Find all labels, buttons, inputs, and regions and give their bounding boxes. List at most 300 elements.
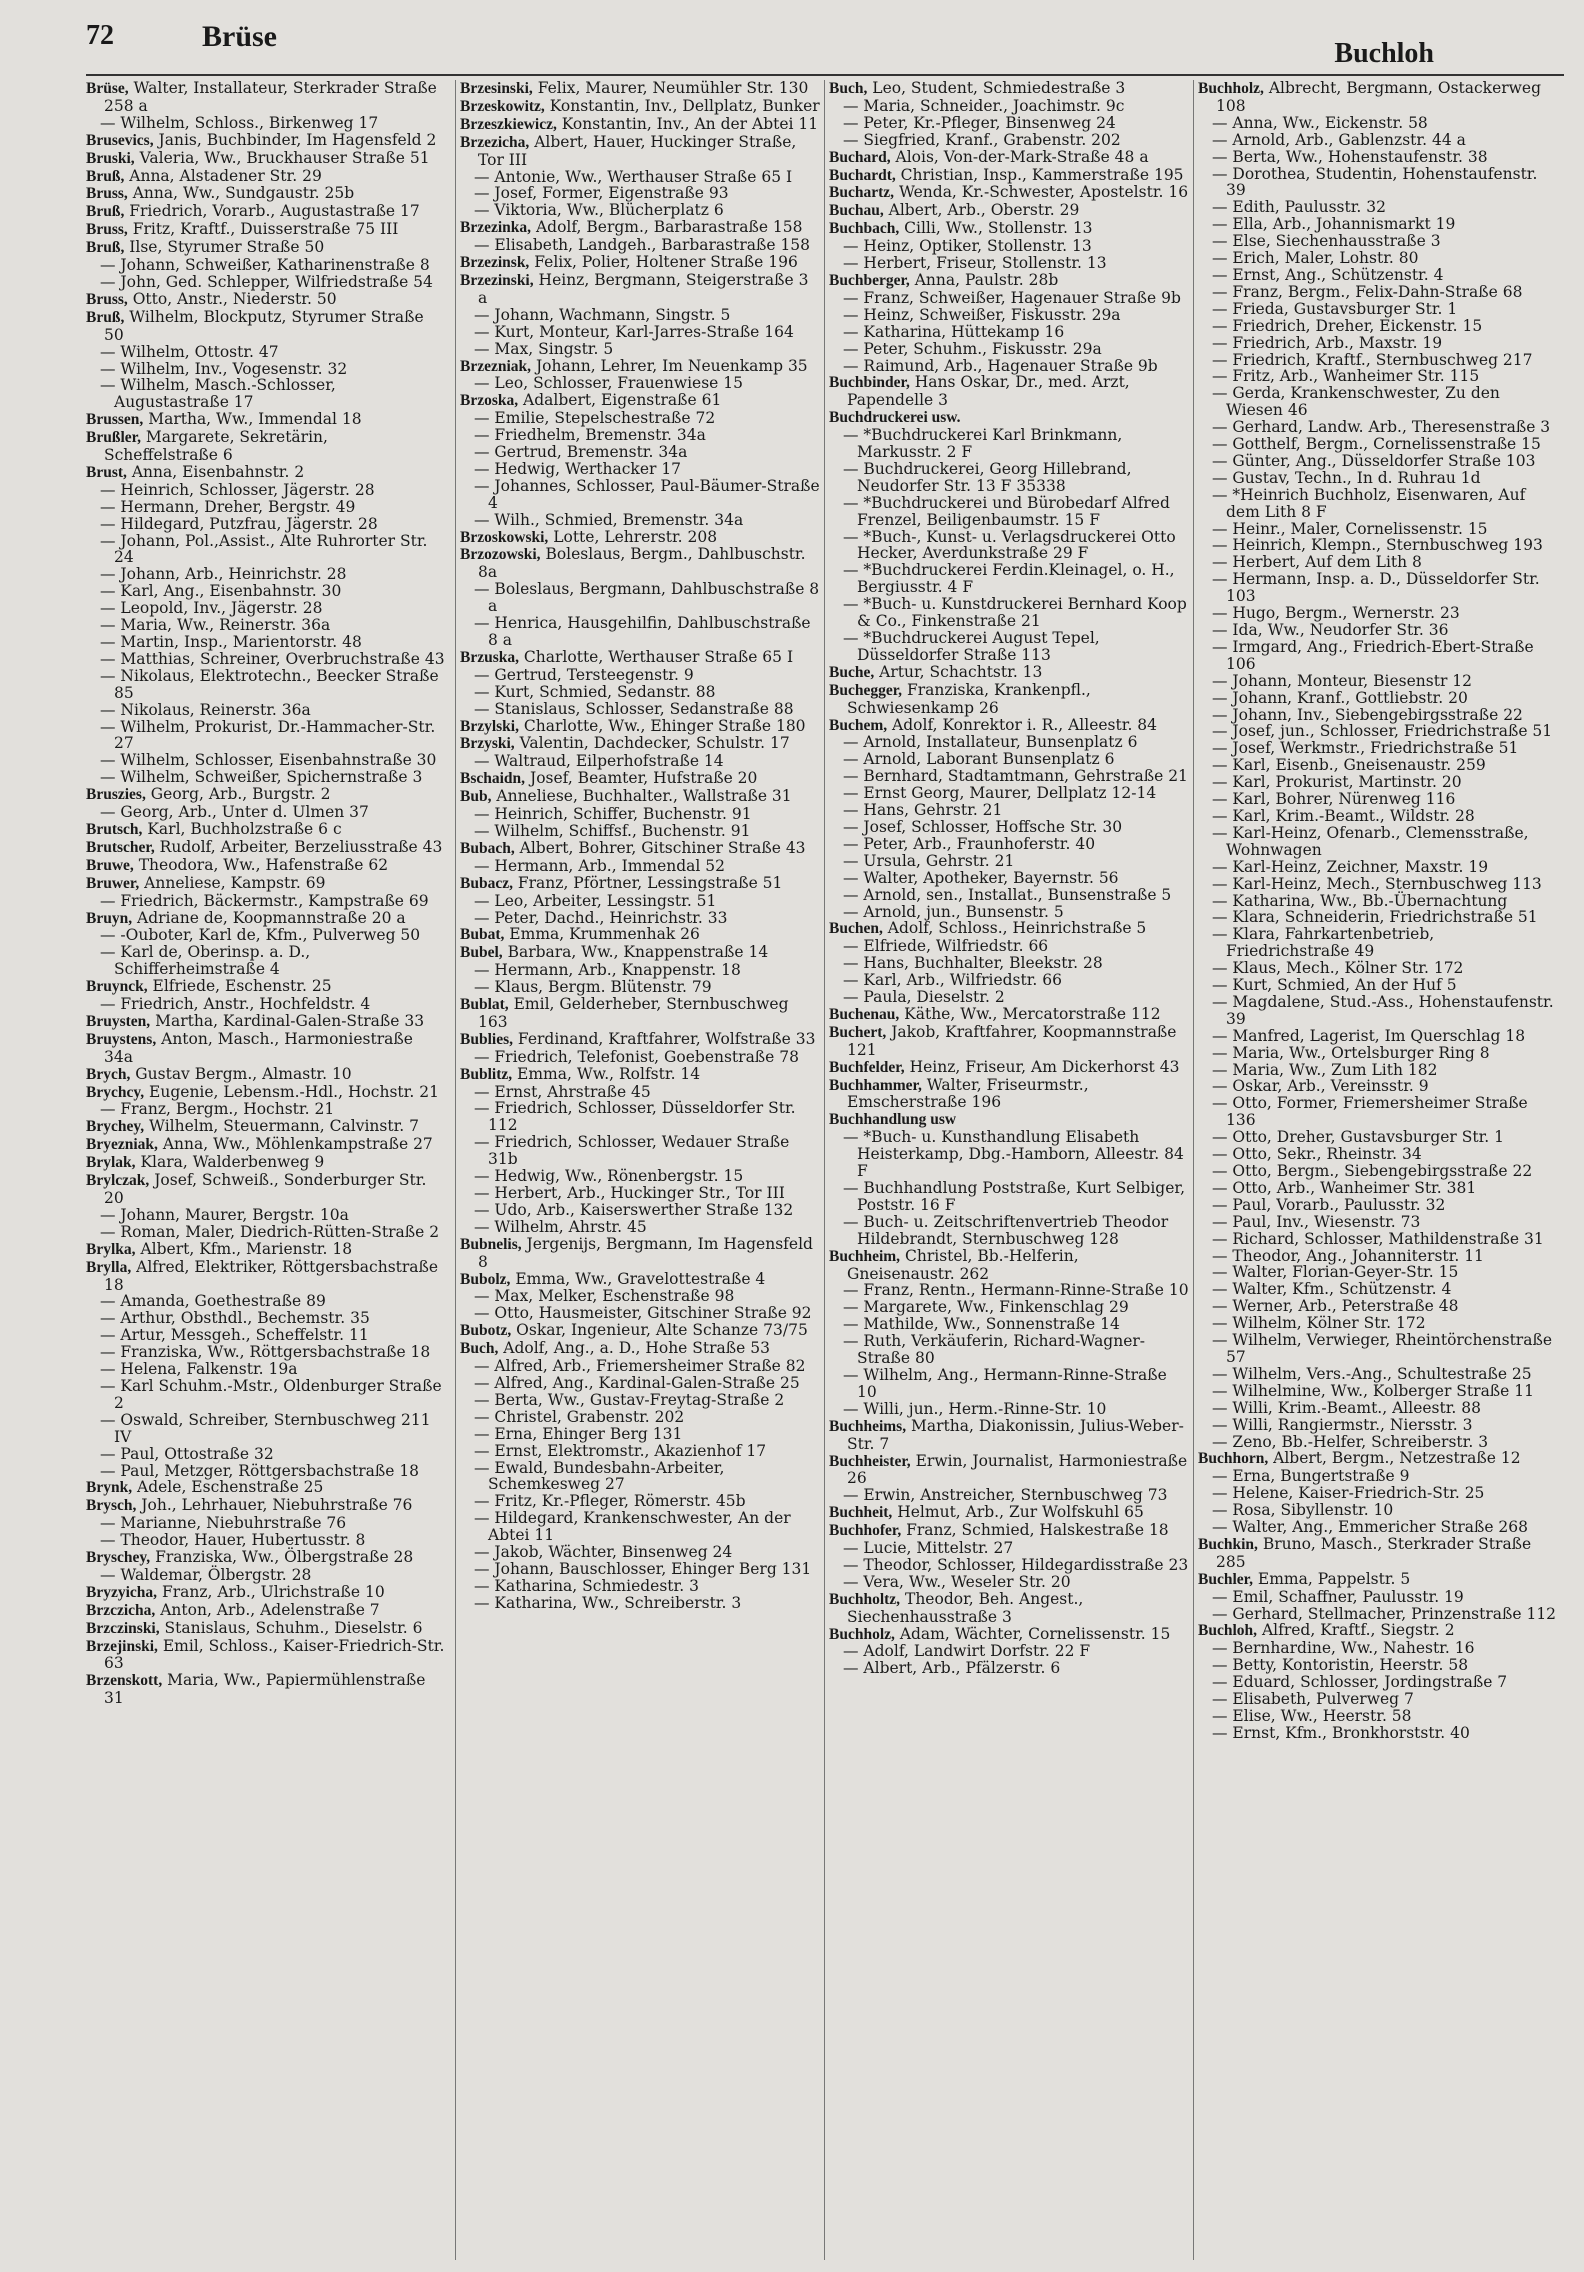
- entry-surname: Buchhofer,: [829, 1522, 902, 1540]
- entry-details: — Maria, Ww., Reinerstr. 36a: [100, 616, 331, 635]
- entry-details: — Ernst, Ahrstraße 45: [474, 1082, 651, 1101]
- directory-entry: [86, 566, 446, 583]
- entry-details: — Max, Singstr. 5: [474, 339, 614, 358]
- directory-entry: [86, 910, 446, 928]
- entry-details: Hans Oskar, Dr., med. Arzt, Papendelle 3: [847, 373, 1130, 410]
- entry-details: — Hans, Buchhalter, Bleekstr. 28: [843, 954, 1103, 973]
- directory-entry: [1198, 1536, 1558, 1571]
- entry-surname: Bruyn,: [86, 909, 133, 927]
- directory-entry: [460, 1084, 820, 1101]
- entry-surname: Buchem,: [829, 716, 888, 734]
- entry-details: — Paul, Vorarb., Paulusstr. 32: [1212, 1195, 1446, 1214]
- directory-entry: [829, 132, 1189, 149]
- entry-details: — Roman, Maler, Diedrich-Rütten-Straße 2: [100, 1222, 440, 1241]
- directory-entry: [86, 839, 446, 857]
- entry-surname: Brust,: [86, 463, 127, 481]
- directory-entry: [1198, 1674, 1558, 1691]
- entry-surname: Bruß,: [86, 203, 125, 221]
- entry-surname: Buche,: [829, 663, 875, 681]
- entry-details: — *Buchdruckerei Ferdin.Kleinagel, o. H., Bergiusstr. 4 F: [843, 561, 1175, 597]
- directory-entry: [1198, 1640, 1558, 1657]
- entry-details: Ilse, Styrumer Straße 50: [124, 238, 325, 257]
- entry-details: — Friedrich, Dreher, Eickenstr. 15: [1212, 316, 1483, 335]
- directory-entry: [829, 324, 1189, 341]
- directory-entry: [460, 98, 820, 116]
- directory-entry: [829, 734, 1189, 751]
- entry-details: — Karl Schuhm.-Mstr., Oldenburger Straße 2: [100, 1376, 442, 1412]
- entry-surname: Bruystens,: [86, 1030, 157, 1048]
- directory-entry: [460, 1134, 820, 1168]
- entry-details: — Leo, Schlosser, Frauenwiese 15: [474, 374, 744, 393]
- entry-details: Theodor, Beh. Angest., Siechenhausstraße 3: [847, 1589, 1084, 1626]
- entry-details: — Heinz, Optiker, Stollenstr. 13: [843, 237, 1092, 256]
- entry-details: Cilli, Ww., Stollenstr. 13: [899, 219, 1093, 238]
- directory-entry: [829, 149, 1189, 167]
- entry-surname: Brzesinski,: [460, 80, 533, 97]
- entry-surname: Buchert,: [829, 1023, 887, 1041]
- entry-details: — Helene, Kaiser-Friedrich-Str. 25: [1212, 1484, 1485, 1503]
- directory-entry: [1198, 893, 1558, 910]
- directory-entry: [86, 482, 446, 499]
- entry-surname: Brysch,: [86, 1497, 137, 1515]
- directory-entry: [829, 1557, 1189, 1574]
- directory-entry: [86, 1259, 446, 1294]
- directory-entry: [86, 1515, 446, 1532]
- entry-details: — Ewald, Bundesbahn-Arbeiter, Schemkesweg 27: [474, 1458, 725, 1494]
- entry-surname: Brzyski,: [460, 735, 515, 753]
- entry-details: — Johann, Maurer, Bergstr. 10a: [100, 1205, 349, 1224]
- entry-details: Emma, Pappelstr. 5: [1252, 1569, 1411, 1588]
- directory-entry: [1198, 1450, 1558, 1468]
- entry-surname: Buchhorn,: [1198, 1450, 1269, 1468]
- directory-entry: [829, 238, 1189, 255]
- directory-entry: [460, 962, 820, 979]
- entry-details: — Heinrich, Schiffer, Buchenstr. 91: [474, 805, 752, 824]
- entry-details: Albert, Bergm., Netzestraße 12: [1268, 1449, 1521, 1468]
- entry-surname: Brzozowski,: [460, 546, 541, 564]
- directory-entry: [1198, 1366, 1558, 1383]
- entry-surname: Brzeszkiewicz,: [460, 115, 557, 133]
- entry-surname: Brussen,: [86, 411, 144, 429]
- directory-entry: [1198, 825, 1558, 859]
- directory-entry: [1198, 1519, 1558, 1536]
- directory-entry: [460, 272, 820, 307]
- entry-details: Boleslaus, Bergm., Dahlbuschstr. 8a: [478, 545, 806, 582]
- directory-entry: [86, 893, 446, 910]
- directory-entry: [86, 1207, 446, 1224]
- directory-entry: [1198, 1691, 1558, 1708]
- entry-details: — -Ouboter, Karl de, Kfm., Pulverweg 50: [100, 926, 421, 945]
- entry-details: Anna, Ww., Sundgaustr. 25b: [127, 184, 355, 203]
- directory-entry: [1198, 1485, 1558, 1502]
- directory-entry: [460, 392, 820, 410]
- directory-entry: [829, 427, 1189, 461]
- entry-surname: Buchholz,: [1198, 80, 1264, 97]
- entry-surname: Buchardt,: [829, 166, 896, 184]
- directory-entry: [86, 185, 446, 203]
- entry-surname: Buchheim,: [829, 1247, 901, 1265]
- entry-details: — Arnold, Laborant Bunsenplatz 6: [843, 750, 1115, 769]
- directory-entry: [86, 821, 446, 839]
- entry-surname: Buchheister,: [829, 1452, 911, 1470]
- directory-entry: [1198, 385, 1558, 419]
- entry-surname: Buchloh,: [1198, 1622, 1258, 1640]
- entry-details: Bruno, Masch., Sterkrader Straße 285: [1216, 1534, 1532, 1571]
- directory-entry: [1198, 571, 1558, 605]
- directory-entry: [1198, 537, 1558, 554]
- directory-entry: [86, 1620, 446, 1638]
- directory-entry: [86, 1224, 446, 1241]
- entry-details: — Wilhelm, Schloss., Birkenweg 17: [100, 113, 379, 132]
- directory-entry: [460, 1305, 820, 1322]
- entry-details: — Buch- u. Zeitschriftenvertrieb Theodor Hildebrandt, Sternbuschweg 128: [843, 1212, 1169, 1248]
- entry-details: — Kurt, Schmied, Sedanstr. 88: [474, 682, 716, 701]
- directory-entry: [829, 341, 1189, 358]
- directory-entry: [829, 1282, 1189, 1299]
- entry-details: — Karl-Heinz, Mech., Sternbuschweg 113: [1212, 874, 1542, 893]
- directory-entry: [829, 255, 1189, 272]
- entry-surname: Brußler,: [86, 429, 141, 447]
- entry-details: — Heinrich, Klempn., Sternbuschweg 193: [1212, 536, 1543, 555]
- entry-details: — Emilie, Stepelschestraße 72: [474, 409, 716, 428]
- directory-entry: [460, 1595, 820, 1612]
- entry-details: Charlotte, Werthauser Straße 65 I: [519, 647, 794, 666]
- directory-entry: [829, 1024, 1189, 1059]
- directory-entry: [829, 1006, 1189, 1024]
- entry-details: — Willi, jun., Herm.-Rinne-Str. 10: [843, 1399, 1107, 1418]
- entry-surname: Buchholtz,: [829, 1590, 901, 1608]
- entry-surname: Bruß,: [86, 239, 125, 257]
- entry-details: Wilhelm, Steuermann, Calvinstr. 7: [144, 1117, 419, 1136]
- entry-details: Adolf, Bergm., Barbarastraße 158: [531, 218, 803, 237]
- entry-surname: Bubolz,: [460, 1270, 511, 1288]
- entry-surname: Brzoskowski,: [460, 528, 549, 546]
- entry-details: — Antonie, Ww., Werthauser Straße 65 I: [474, 167, 793, 186]
- directory-entry: [86, 1412, 446, 1446]
- directory-entry: [829, 115, 1189, 132]
- directory-entry: [829, 938, 1189, 955]
- entry-surname: Buchhandlung usw: [829, 1111, 957, 1129]
- entry-details: Heinz, Bergmann, Steigerstraße 3 a: [478, 270, 809, 307]
- directory-entry: [829, 904, 1189, 921]
- directory-entry: [86, 875, 446, 893]
- directory-entry: [829, 1111, 1189, 1129]
- entry-details: — Heinr., Maler, Cornelissenstr. 15: [1212, 519, 1488, 538]
- directory-entry: [460, 341, 820, 358]
- entry-details: — Theodor, Hauer, Hubertusstr. 8: [100, 1531, 366, 1550]
- entry-details: — *Buchdruckerei August Tepel, Düsseldorfer Straße 113: [843, 629, 1100, 664]
- directory-entry: [460, 1392, 820, 1409]
- directory-entry: [829, 1401, 1189, 1418]
- entry-details: — Boleslaus, Bergmann, Dahlbuschstraße 8 a: [474, 580, 820, 616]
- directory-entry: [1198, 453, 1558, 470]
- directory-entry: [460, 1219, 820, 1236]
- directory-entry: [829, 920, 1189, 938]
- directory-entry: [1198, 1163, 1558, 1180]
- entry-details: — Gustav, Techn., In d. Ruhrau 1d: [1212, 468, 1481, 487]
- entry-details: Emma, Krummenhak 26: [504, 925, 700, 944]
- directory-entry: [460, 1358, 820, 1375]
- directory-column-2: [455, 80, 820, 2260]
- entry-details: — Martin, Insp., Marientorstr. 48: [100, 633, 362, 651]
- entry-details: — Karl-Heinz, Zeichner, Maxstr. 19: [1212, 857, 1489, 876]
- directory-entry: [1198, 80, 1558, 115]
- entry-details: — Willi, Rangiermstr., Niersstr. 3: [1212, 1415, 1473, 1434]
- entry-details: — Wilhelm, Ahrstr. 45: [474, 1217, 647, 1236]
- entry-details: Anna, Ww., Möhlenkampstraße 27: [157, 1135, 433, 1154]
- entry-details: — Paul, Metzger, Röttgersbachstraße 18: [100, 1461, 420, 1480]
- entry-details: — Karl, Arb., Wilfriedstr. 66: [843, 971, 1063, 990]
- entry-surname: Buchen,: [829, 920, 883, 938]
- entry-details: — Eduard, Schlosser, Jordingstraße 7: [1212, 1673, 1508, 1692]
- entry-details: — Otto, Dreher, Gustavsburger Str. 1: [1212, 1128, 1505, 1147]
- directory-entry: [1198, 690, 1558, 707]
- entry-details: — Ernst, Elektromstr., Akazienhof 17: [474, 1441, 767, 1460]
- entry-details: Janis, Buchbinder, Im Hagensfeld 2: [153, 130, 437, 149]
- entry-details: Otto, Anstr., Niederstr. 50: [127, 289, 337, 308]
- directory-entry: [86, 978, 446, 996]
- directory-entry: [829, 272, 1189, 290]
- directory-entry: [86, 857, 446, 875]
- directory-entry: [86, 1497, 446, 1515]
- entry-details: — Walter, Kfm., Schützenstr. 4: [1212, 1280, 1452, 1299]
- entry-details: Joh., Lehrhauer, Niebuhrstraße 76: [136, 1496, 413, 1515]
- entry-details: — Hildegard, Putzfrau, Jägerstr. 28: [100, 514, 378, 533]
- entry-details: — Maria, Ww., Ortelsburger Ring 8: [1212, 1043, 1490, 1062]
- directory-entry: [1198, 876, 1558, 893]
- directory-entry: [460, 996, 820, 1031]
- entry-details: — Gerda, Krankenschwester, Zu den Wiesen 46: [1212, 384, 1500, 420]
- directory-entry: [1198, 1468, 1558, 1485]
- entry-details: — Bernhardine, Ww., Nahestr. 16: [1212, 1639, 1475, 1658]
- entry-surname: Brychcy,: [86, 1083, 145, 1101]
- directory-entry: [86, 115, 446, 132]
- entry-details: — *Buch- u. Kunstdruckerei Bernhard Koop & Co., Finkenstraße 21: [843, 595, 1187, 631]
- entry-details: — Paula, Dieselstr. 2: [843, 988, 1005, 1007]
- directory-entry: [86, 668, 446, 702]
- entry-details: — Arnold, sen., Installat., Bunsenstraße 5: [843, 885, 1172, 904]
- directory-entry: [460, 512, 820, 529]
- entry-surname: Brzezniak,: [460, 357, 532, 375]
- directory-entry: [460, 753, 820, 770]
- entry-details: — Erwin, Anstreicher, Sternbuschweg 73: [843, 1486, 1168, 1505]
- directory-entry: [829, 717, 1189, 735]
- directory-entry: [829, 495, 1189, 529]
- directory-entry: [829, 1214, 1189, 1248]
- entry-surname: Brylka,: [86, 1240, 136, 1258]
- entry-surname: Bubotz,: [460, 1322, 512, 1340]
- entry-details: — Otto, Sekr., Rheinstr. 34: [1212, 1145, 1422, 1164]
- directory-entry: [86, 1101, 446, 1118]
- directory-entry: [829, 98, 1189, 115]
- directory-entry: [829, 1626, 1189, 1644]
- directory-entry: [86, 1327, 446, 1344]
- directory-entry: [1198, 639, 1558, 673]
- entry-details: — Karl, Prokurist, Martinstr. 20: [1212, 773, 1462, 792]
- directory-entry: [829, 529, 1189, 563]
- directory-entry: [86, 516, 446, 533]
- entry-details: Klara, Walderbenweg 9: [135, 1153, 325, 1172]
- directory-entry: [829, 664, 1189, 682]
- entry-details: — Berta, Ww., Gustav-Freytag-Straße 2: [474, 1390, 785, 1409]
- directory-entry: [460, 546, 820, 581]
- entry-details: — Josef, Former, Eigenstraße 93: [474, 184, 729, 203]
- entry-details: — Herbert, Auf dem Lith 8: [1212, 553, 1422, 572]
- entry-details: — Paul, Inv., Wiesenstr. 73: [1212, 1212, 1421, 1231]
- entry-details: Valeria, Ww., Bruckhauser Straße 51: [134, 148, 430, 167]
- directory-entry: [1198, 1622, 1558, 1640]
- entry-details: — Johann, Schweißer, Katharinenstraße 8: [100, 256, 430, 275]
- directory-entry: [829, 1180, 1189, 1214]
- entry-details: Stanislaus, Schuhm., Dieselstr. 6: [159, 1618, 423, 1637]
- entry-details: — Lucie, Mittelstr. 27: [843, 1539, 1014, 1558]
- directory-entry: [86, 996, 446, 1013]
- directory-entry: [86, 411, 446, 429]
- entry-details: Konstantin, Inv., Dellplatz, Bunker: [544, 96, 820, 115]
- entry-details: — Udo, Arb., Kaiserswerther Straße 132: [474, 1200, 794, 1219]
- entry-details: Jakob, Kraftfahrer, Koopmannstraße 121: [847, 1022, 1177, 1059]
- entry-details: — Wilhelm, Ang., Hermann-Rinne-Straße 10: [843, 1365, 1167, 1401]
- entry-details: — Johann, Arb., Heinrichstr. 28: [100, 565, 347, 584]
- directory-entry: [1198, 1332, 1558, 1366]
- directory-entry: [460, 944, 820, 962]
- entry-surname: Bschaidn,: [460, 770, 526, 788]
- entry-details: Anton, Arb., Adelenstraße 7: [155, 1600, 380, 1619]
- entry-details: — Albert, Arb., Pfälzerstr. 6: [843, 1659, 1061, 1678]
- entry-surname: Buchhammer,: [829, 1076, 922, 1094]
- directory-entry: [829, 1248, 1189, 1283]
- entry-details: Charlotte, Ww., Ehinger Straße 180: [519, 716, 806, 735]
- directory-entry: [86, 617, 446, 634]
- entry-details: — Matthias, Schreiner, Overbruchstraße 43: [100, 649, 445, 668]
- directory-entry: [829, 802, 1189, 819]
- directory-entry: [829, 1418, 1189, 1453]
- directory-entry: [460, 1236, 820, 1271]
- directory-entry: [1198, 554, 1558, 571]
- entry-details: — Frieda, Gustavsburger Str. 1: [1212, 299, 1458, 318]
- directory-entry: [829, 1077, 1189, 1112]
- entry-details: Anna, Alstadener Str. 29: [124, 166, 322, 185]
- entry-details: — Elfriede, Wilfriedstr. 66: [843, 937, 1049, 956]
- entry-details: — Arnold, jun., Bunsenstr. 5: [843, 902, 1064, 921]
- entry-details: — Hermann, Arb., Immendal 52: [474, 856, 726, 875]
- directory-entry: [460, 875, 820, 893]
- directory-entry: [460, 735, 820, 753]
- directory-entry: [86, 361, 446, 378]
- entry-details: — Bernhard, Stadtamtmann, Gehrstraße 21: [843, 767, 1188, 786]
- entry-surname: Buchegger,: [829, 681, 903, 699]
- directory-entry: [1198, 994, 1558, 1028]
- directory-entry: [829, 1540, 1189, 1557]
- directory-entry: [1198, 1383, 1558, 1400]
- entry-details: — Jakob, Wächter, Binsenweg 24: [474, 1543, 733, 1562]
- entry-details: — Hermann, Insp. a. D., Düsseldorfer Str. 103: [1212, 570, 1540, 606]
- entry-details: — Georg, Arb., Unter d. Ulmen 37: [100, 803, 369, 822]
- entry-details: — Katharina, Ww., Schreiberstr. 3: [474, 1593, 742, 1612]
- directory-entry: [460, 185, 820, 202]
- directory-entry: [829, 887, 1189, 904]
- entry-surname: Buchheit,: [829, 1504, 893, 1522]
- entry-details: Anna, Eisenbahnstr. 2: [126, 462, 305, 481]
- directory-entry: [1198, 1315, 1558, 1332]
- directory-entry: [1198, 318, 1558, 335]
- directory-entry: [86, 1013, 446, 1031]
- directory-entry: [829, 374, 1189, 409]
- entry-surname: Buchheims,: [829, 1417, 907, 1435]
- entry-surname: Brych,: [86, 1065, 131, 1083]
- entry-surname: Bryschey,: [86, 1549, 151, 1567]
- entry-details: — Christel, Grabenstr. 202: [474, 1407, 685, 1426]
- entry-details: — Oskar, Arb., Vereinsstr. 9: [1212, 1077, 1429, 1096]
- directory-entry: [460, 1409, 820, 1426]
- entry-details: Albrecht, Bergmann, Ostackerweg 108: [1216, 80, 1542, 115]
- entry-surname: Bub,: [460, 788, 492, 806]
- directory-entry: [1198, 808, 1558, 825]
- directory-entry: [86, 634, 446, 651]
- directory-column-4: [1193, 80, 1558, 2260]
- entry-details: — Mathilde, Ww., Sonnenstraße 14: [843, 1315, 1120, 1334]
- entry-surname: Buchfelder,: [829, 1058, 905, 1076]
- entry-details: Franziska, Krankenpfl., Schwiesenkamp 26: [847, 680, 1091, 717]
- entry-details: — Hermann, Dreher, Bergstr. 49: [100, 497, 356, 516]
- entry-surname: Bruynck,: [86, 978, 148, 996]
- entry-details: — *Heinrich Buchholz, Eisenwaren, Auf dem Lith 8 F: [1212, 485, 1526, 521]
- entry-details: — Wilhelm, Kölner Str. 172: [1212, 1314, 1426, 1333]
- entry-surname: Brusevics,: [86, 131, 154, 149]
- header-right-keyword: Buchloh: [1334, 38, 1434, 69]
- directory-entry: [1198, 301, 1558, 318]
- directory-entry: [86, 752, 446, 769]
- entry-details: — Friedrich, Telefonist, Goebenstraße 78: [474, 1047, 799, 1066]
- directory-entry: [460, 823, 820, 840]
- directory-entry: [86, 786, 446, 804]
- entry-surname: Brylla,: [86, 1258, 132, 1276]
- entry-surname: Bruysten,: [86, 1012, 151, 1030]
- entry-details: — Else, Siechenhausstraße 3: [1212, 232, 1441, 251]
- directory-entry: [86, 944, 446, 978]
- entry-details: — Friedrich, Bäckermstr., Kampstraße 69: [100, 891, 429, 910]
- entry-details: Emma, Ww., Rolfstr. 14: [512, 1064, 701, 1083]
- entry-details: Anneliese, Kampstr. 69: [139, 873, 326, 892]
- entry-details: — Gotthelf, Bergm., Cornelissenstraße 15: [1212, 435, 1541, 454]
- directory-entry: [1198, 436, 1558, 453]
- entry-details: Lotte, Lehrerstr. 208: [548, 527, 718, 546]
- entry-surname: Brzylski,: [460, 717, 519, 735]
- entry-details: Albert, Kfm., Marienstr. 18: [135, 1239, 353, 1258]
- directory-entry: [829, 1574, 1189, 1591]
- directory-entry: [1198, 166, 1558, 200]
- entry-details: — Johann, Pol.,Assist., Alte Ruhrorter Str. 24: [100, 531, 428, 567]
- entry-details: — Ernst, Ang., Schützenstr. 4: [1212, 265, 1444, 284]
- entry-details: Martha, Ww., Immendal 18: [143, 410, 362, 429]
- directory-entry: [1198, 791, 1558, 808]
- entry-details: — Hans, Gehrstr. 21: [843, 801, 1003, 820]
- directory-entry: [1198, 1606, 1558, 1623]
- entry-details: — Friedrich, Schlosser, Düsseldorfer Str. 112: [474, 1099, 796, 1135]
- directory-entry: [829, 989, 1189, 1006]
- entry-details: — Karl, Bohrer, Nürenweg 116: [1212, 790, 1456, 809]
- directory-entry: [460, 1100, 820, 1134]
- directory-entry: [86, 1241, 446, 1259]
- directory-entry: [829, 1660, 1189, 1677]
- entry-surname: Buchbach,: [829, 220, 900, 238]
- directory-entry: [86, 1118, 446, 1136]
- entry-details: — Herbert, Arb., Huckinger Str., Tor III: [474, 1184, 785, 1202]
- entry-details: — Wilhelm, Schlosser, Eisenbahnstraße 30: [100, 751, 437, 770]
- entry-surname: Bruss,: [86, 290, 128, 308]
- entry-surname: Brzejinski,: [86, 1637, 158, 1655]
- entry-details: Josef, Beamter, Hufstraße 20: [525, 769, 758, 788]
